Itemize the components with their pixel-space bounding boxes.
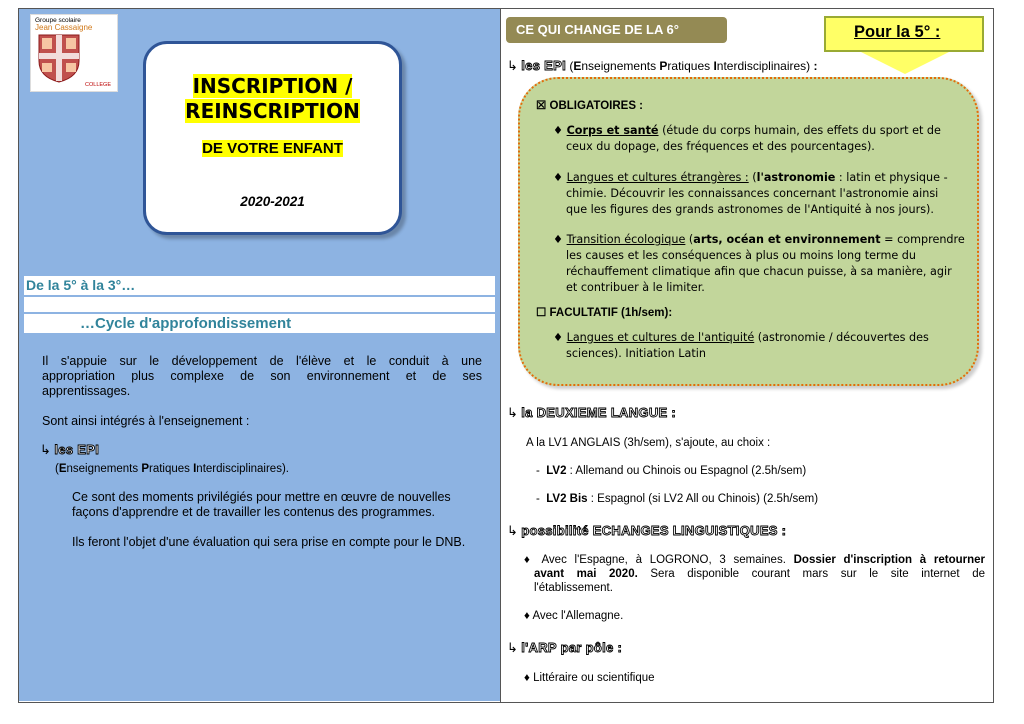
bullet-icon: ♦ (553, 124, 564, 137)
item-antiquite-line2: sciences). Initiation Latin (566, 347, 706, 360)
item-langues-line3: que les figures des grands astronomes de l'Antiquité à nos jours). (566, 203, 934, 216)
item-transition-line2: les causes et les conséquences à plus ou moins long terme du (566, 249, 916, 262)
item-langues-title: Langues et cultures étrangères : (566, 171, 749, 184)
letter-e: E (573, 59, 582, 73)
item-antiquite-line1 (553, 330, 929, 346)
subtitle (146, 140, 399, 157)
espagne-bold: Dossier d'inscription à retourner (793, 554, 985, 566)
bullet-icon: ♦ (553, 233, 564, 246)
word-part: nterdisciplinaires). (196, 463, 289, 475)
arp-item (524, 671, 655, 686)
word-part: nseignements (581, 59, 660, 73)
item-corps-line2: ceux du dopage, des fréquences et des pourcentages). (566, 140, 875, 153)
crest-icon (37, 33, 81, 83)
pour-la-5-box (824, 16, 984, 52)
item-antiquite-text: (astronomie / découvertes des (754, 331, 929, 344)
item-transition-line3: réchauffement climatique afin que chacun puisse, à sa manière, agir (566, 265, 952, 278)
item-langues-text: : latin et physique - (835, 171, 948, 184)
item-corps-text: (étude du corps humain, des effets du sport et de (658, 124, 941, 137)
allemagne-line (524, 609, 623, 624)
letter-p: P (141, 463, 149, 475)
item-langues-line2: chimie. Découvrir les connaissances concernant l'astronomie ainsi (566, 187, 939, 200)
item-langues-line1 (553, 170, 948, 186)
word-part: ratiques (148, 463, 194, 475)
heading-approfondissement-bar (24, 314, 495, 333)
word-part: ratiques (667, 59, 714, 73)
letter-i: I (713, 59, 717, 73)
arp-title: l'ARP par pôle : (521, 640, 623, 655)
arrow-icon: ↳ (507, 58, 518, 73)
heading-cycle: De la 5° à la 3°… (26, 277, 136, 293)
logo-line2: Jean Cassaigne (35, 23, 93, 32)
intro-line1: Il s'appuie sur le développement de l'élève et le conduit à une (42, 354, 482, 368)
item-langues-bold: l'astronomie (756, 171, 836, 184)
item-transition-text: = comprendre (880, 233, 965, 246)
echanges-title: possibilité ECHANGES LINGUISTIQUES : (521, 523, 787, 538)
arrow-icon: ↳ (507, 405, 518, 420)
paren: ( (55, 463, 59, 475)
right-epi-title: les EPI (521, 58, 566, 73)
main-title (146, 74, 399, 124)
facult-heading (536, 305, 672, 321)
heading-approfondissement: …Cycle d'approfondissement (80, 315, 292, 332)
logo-line3: COLLEGE (85, 82, 111, 88)
bullet-icon: ♦ (553, 331, 564, 344)
left-para2: Ils feront l'objet d'une évaluation qui sera prise en compte pour le DNB. (72, 535, 466, 549)
item-antiquite-title: Langues et cultures de l'antiquité (566, 331, 755, 344)
colon: : (813, 59, 818, 73)
section-header-text: CE QUI CHANGE DE LA 6° (516, 22, 679, 37)
echanges-heading (507, 523, 786, 539)
integrated-text: Sont ainsi intégrés à l'enseignement : (42, 414, 250, 428)
item-corps-title: Corps et santé (566, 124, 659, 137)
oblig-label: OBLIGATOIRES : (549, 100, 644, 112)
intro-line2: appropriation plus complexe de son environnement et de ses (42, 369, 482, 383)
section-header (506, 17, 727, 43)
word-part: nterdisciplinaires) (716, 59, 814, 73)
title-line3: DE VOTRE ENFANT (202, 140, 343, 157)
bullet-icon: ♦ (524, 610, 530, 622)
lv2-label: LV2 (546, 465, 567, 477)
left-para1-line2: façons d'apprendre et de travailler les contenus des programmes. (72, 505, 436, 519)
arrow-icon: ↳ (507, 523, 518, 538)
letter-i: I (193, 463, 197, 475)
espagne-text2: Sera disponible courant mars sur le site internet de (637, 568, 985, 580)
espagne-bold2: avant mai 2020. (534, 568, 638, 580)
lv1-text: A la LV1 ANGLAIS (3h/sem), s'ajoute, au choix : (526, 437, 771, 449)
checked-box-icon: ☒ (536, 100, 547, 112)
paren: ( (685, 233, 694, 246)
heading-spacer-bar (24, 297, 495, 312)
pour-la-5-text: Pour la 5° : (854, 23, 941, 41)
arp-item-text: Littéraire ou scientifique (533, 672, 655, 684)
paren: ( (566, 59, 574, 73)
arrow-icon: ↳ (40, 442, 51, 457)
item-transition-title: Transition écologique (566, 233, 686, 246)
down-arrow-icon (861, 52, 949, 74)
espagne-line1 (524, 553, 985, 568)
arrow-icon: ↳ (507, 640, 518, 655)
title-line1: INSCRIPTION / (192, 74, 353, 98)
lv2-line: - LV2 : Allemand ou Chinois ou Espagnol (2.5h/sem) (536, 465, 807, 477)
lv2bis-line: - LV2 Bis : Espagnol (si LV2 All ou Chinois) (2.5h/sem) (536, 493, 819, 505)
lv2-text: : Allemand ou Chinois ou Espagnol (2.5h/sem) (566, 465, 807, 477)
left-epi-expansion (55, 462, 289, 477)
school-year: 2020-2021 (240, 194, 305, 209)
langue-title: la DEUXIEME LANGUE : (521, 405, 677, 420)
lv2bis-label: LV2 Bis (546, 493, 588, 505)
item-transition-line1 (553, 232, 965, 248)
lv2bis-text: : Espagnol (si LV2 All ou Chinois) (2.5h/sem) (587, 493, 819, 505)
item-corps-line1 (553, 123, 941, 139)
bullet-icon: ♦ (524, 554, 535, 566)
arp-heading (507, 640, 622, 656)
facult-label: FACULTATIF (1h/sem): (549, 307, 673, 319)
unchecked-box-icon: ☐ (536, 307, 547, 319)
logo-line1: Groupe scolaire (35, 17, 81, 24)
allemagne-text: Avec l'Allemagne. (532, 610, 624, 622)
bullet-icon: ♦ (524, 672, 530, 684)
left-epi-title: les EPI (54, 442, 100, 457)
item-transition-bold: arts, océan et environnement (693, 233, 881, 246)
langue-heading (507, 405, 676, 421)
letter-e: E (58, 463, 67, 475)
espagne-line3: l'établissement. (534, 582, 613, 594)
right-epi-heading (507, 58, 818, 74)
intro-line3: apprentissages. (42, 384, 131, 398)
bullet-icon: ♦ (553, 171, 564, 184)
school-logo (30, 14, 118, 92)
title-box (143, 41, 402, 235)
paren: ( (748, 171, 757, 184)
left-epi-heading (40, 442, 99, 458)
heading-cycle-bar (24, 276, 495, 295)
letter-p: P (659, 59, 668, 73)
oblig-heading (536, 98, 643, 114)
item-transition-line4: et contribuer à le limiter. (566, 281, 705, 294)
title-line2: REINSCRIPTION (185, 99, 360, 123)
espagne-line2 (534, 567, 985, 582)
column-divider (500, 8, 501, 702)
left-para1-line1: Ce sont des moments privilégiés pour mettre en œuvre de nouvelles (72, 490, 451, 504)
espagne-text: Avec l'Espagne, à LOGRONO, 3 semaines. (541, 554, 794, 566)
word-part: nseignements (66, 463, 142, 475)
